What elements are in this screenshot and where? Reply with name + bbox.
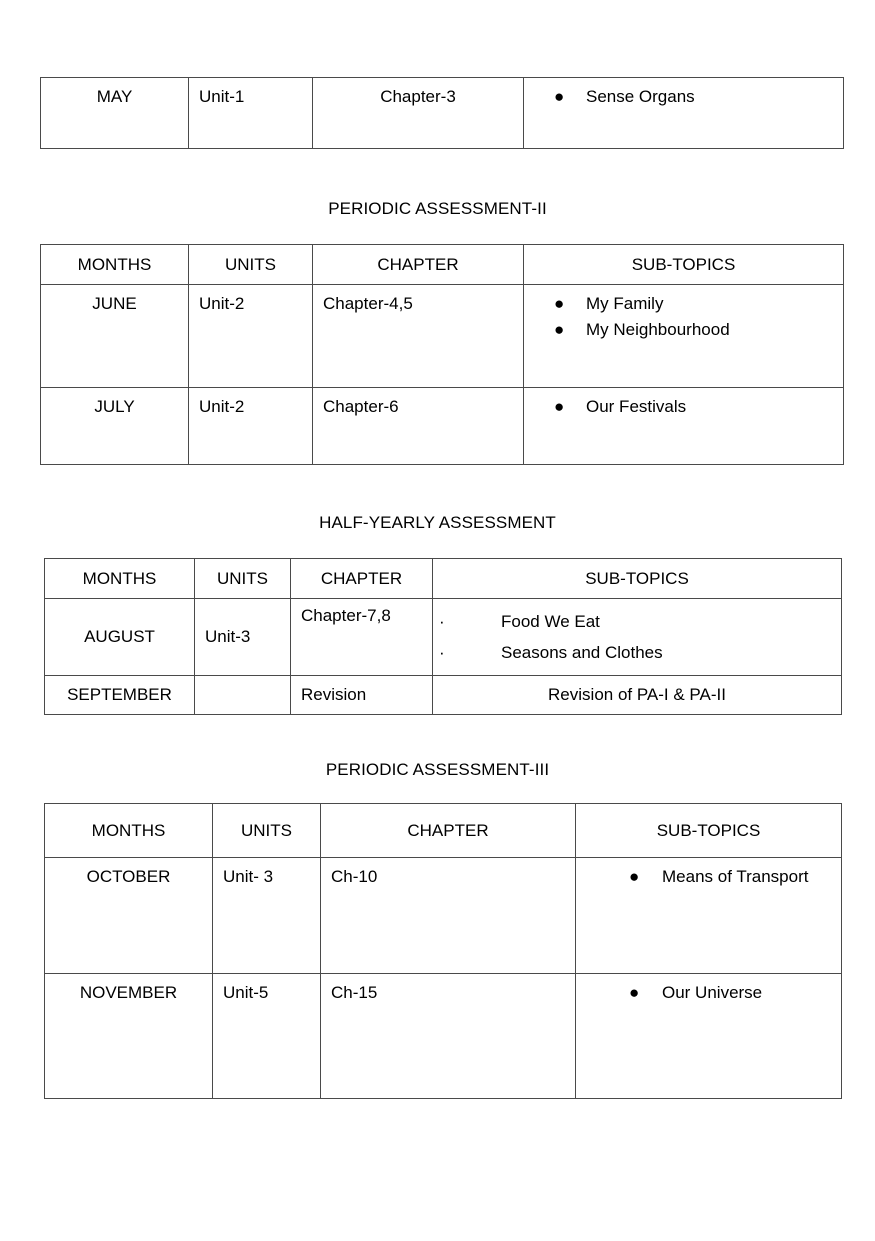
cell-subtopics (524, 78, 844, 149)
bullet-icon: ● (629, 867, 640, 886)
cell-month (41, 78, 189, 149)
column-header-subtopics (524, 245, 844, 285)
subtopic-text: Food We Eat (501, 611, 600, 631)
bullet-icon: ● (554, 397, 565, 416)
subtopic-text: Means of Transport (662, 867, 809, 886)
cell-month (41, 285, 189, 388)
table-header-row (45, 559, 842, 599)
month-value: AUGUST (84, 626, 155, 646)
cell-unit (189, 388, 313, 465)
unit-value: Unit- 3 (223, 867, 274, 886)
cell-subtopics (524, 388, 844, 465)
unit-value: Unit-2 (199, 397, 245, 416)
table-half-yearly-assessment (44, 558, 842, 715)
subtopic-text: Revision of PA-I & PA-II (548, 684, 726, 704)
table-periodic-assessment-2 (40, 244, 844, 465)
column-header-months (45, 559, 195, 599)
column-header-chapter (291, 559, 433, 599)
table-row (41, 388, 844, 465)
month-value: MAY (96, 87, 133, 106)
column-header-months (41, 245, 189, 285)
column-header-chapter (321, 804, 576, 858)
month-value: OCTOBER (86, 867, 171, 886)
cell-chapter (291, 675, 433, 714)
table-may-continuation (40, 77, 844, 149)
cell-chapter (321, 858, 576, 974)
table-row (45, 974, 842, 1099)
chapter-value: Ch-10 (331, 867, 378, 886)
unit-value: Unit-1 (199, 87, 245, 106)
unit-value: Unit-2 (199, 294, 245, 313)
cell-chapter (321, 974, 576, 1099)
list-item (524, 318, 843, 342)
unit-value: Unit-5 (223, 983, 269, 1002)
header-label: UNITS (225, 255, 276, 274)
subtopic-list (524, 285, 843, 350)
list-item (433, 606, 841, 637)
table-row (45, 675, 842, 714)
subtopic-text: Seasons and Clothes (501, 643, 663, 663)
cell-month (45, 598, 195, 675)
header-label: UNITS (241, 820, 292, 840)
header-label: UNITS (217, 569, 268, 588)
subtopic-list (576, 974, 841, 1013)
cell-month (41, 388, 189, 465)
cell-subtopics (576, 974, 842, 1099)
list-item (433, 637, 841, 668)
cell-chapter (313, 285, 524, 388)
chapter-value: Chapter-4,5 (323, 294, 413, 313)
cell-month (45, 858, 213, 974)
table-header-row (41, 245, 844, 285)
subtopic-list (524, 388, 843, 427)
column-header-units (189, 245, 313, 285)
table-row (41, 285, 844, 388)
chapter-value: Chapter-7,8 (301, 605, 391, 625)
cell-subtopics (433, 675, 842, 714)
middot-icon: · (439, 643, 445, 663)
cell-month (45, 675, 195, 714)
section-title-pa3: PERIODIC ASSESSMENT-III (325, 760, 550, 779)
month-value: SEPTEMBER (67, 684, 172, 704)
list-item (576, 981, 841, 1005)
bullet-icon: ● (554, 87, 565, 106)
column-header-chapter (313, 245, 524, 285)
subtopic-text: Sense Organs (586, 87, 695, 106)
subtopic-list (576, 858, 841, 897)
cell-unit (189, 285, 313, 388)
bullet-icon: ● (554, 319, 565, 339)
cell-subtopics (433, 598, 842, 675)
chapter-value: Chapter-6 (323, 397, 399, 416)
table-row (45, 858, 842, 974)
cell-subtopics (524, 285, 844, 388)
list-item (524, 395, 843, 419)
header-label: SUB-TOPICS (585, 569, 689, 588)
column-header-months (45, 804, 213, 858)
column-header-units (213, 804, 321, 858)
header-label: MONTHS (77, 255, 152, 274)
list-item (524, 85, 843, 109)
header-label: MONTHS (91, 820, 166, 840)
month-value: JUNE (92, 294, 137, 313)
subtopic-text: Our Universe (662, 983, 763, 1002)
cell-chapter (313, 388, 524, 465)
bullet-icon: ● (629, 983, 640, 1002)
column-header-subtopics (433, 559, 842, 599)
month-value: NOVEMBER (79, 983, 178, 1002)
header-label: SUB-TOPICS (631, 255, 736, 274)
chapter-value: Revision (301, 684, 367, 704)
month-value: JULY (94, 397, 135, 416)
header-label: CHAPTER (320, 569, 403, 588)
section-title-pa2: PERIODIC ASSESSMENT-II (328, 199, 547, 218)
table-periodic-assessment-3 (44, 803, 842, 1099)
header-label: CHAPTER (377, 255, 459, 274)
middot-icon: · (439, 611, 445, 631)
table-row (41, 78, 844, 149)
chapter-value: Ch-15 (331, 983, 378, 1002)
table-row (45, 598, 842, 675)
cell-month (45, 974, 213, 1099)
cell-unit (213, 858, 321, 974)
cell-unit (195, 675, 291, 714)
header-label: SUB-TOPICS (656, 820, 761, 840)
header-label: CHAPTER (407, 820, 489, 840)
cell-subtopics (576, 858, 842, 974)
subtopic-text: Our Festivals (586, 397, 687, 416)
cell-unit (189, 78, 313, 149)
cell-unit (195, 598, 291, 675)
column-header-subtopics (576, 804, 842, 858)
subtopic-text: My Family (586, 294, 664, 313)
chapter-value: Chapter-3 (380, 87, 456, 106)
subtopic-list (433, 599, 841, 675)
section-title-half-yearly: HALF-YEARLY ASSESSMENT (319, 513, 556, 532)
list-item (524, 292, 843, 316)
bullet-icon: ● (554, 294, 565, 313)
table-header-row (45, 804, 842, 858)
subtopic-text: My Neighbourhood (586, 319, 730, 339)
cell-unit (213, 974, 321, 1099)
header-label: MONTHS (82, 569, 157, 588)
column-header-units (195, 559, 291, 599)
subtopic-list (524, 78, 843, 117)
cell-chapter (313, 78, 524, 149)
unit-value: Unit-3 (205, 626, 251, 646)
list-item (576, 865, 841, 889)
cell-chapter (291, 598, 433, 675)
